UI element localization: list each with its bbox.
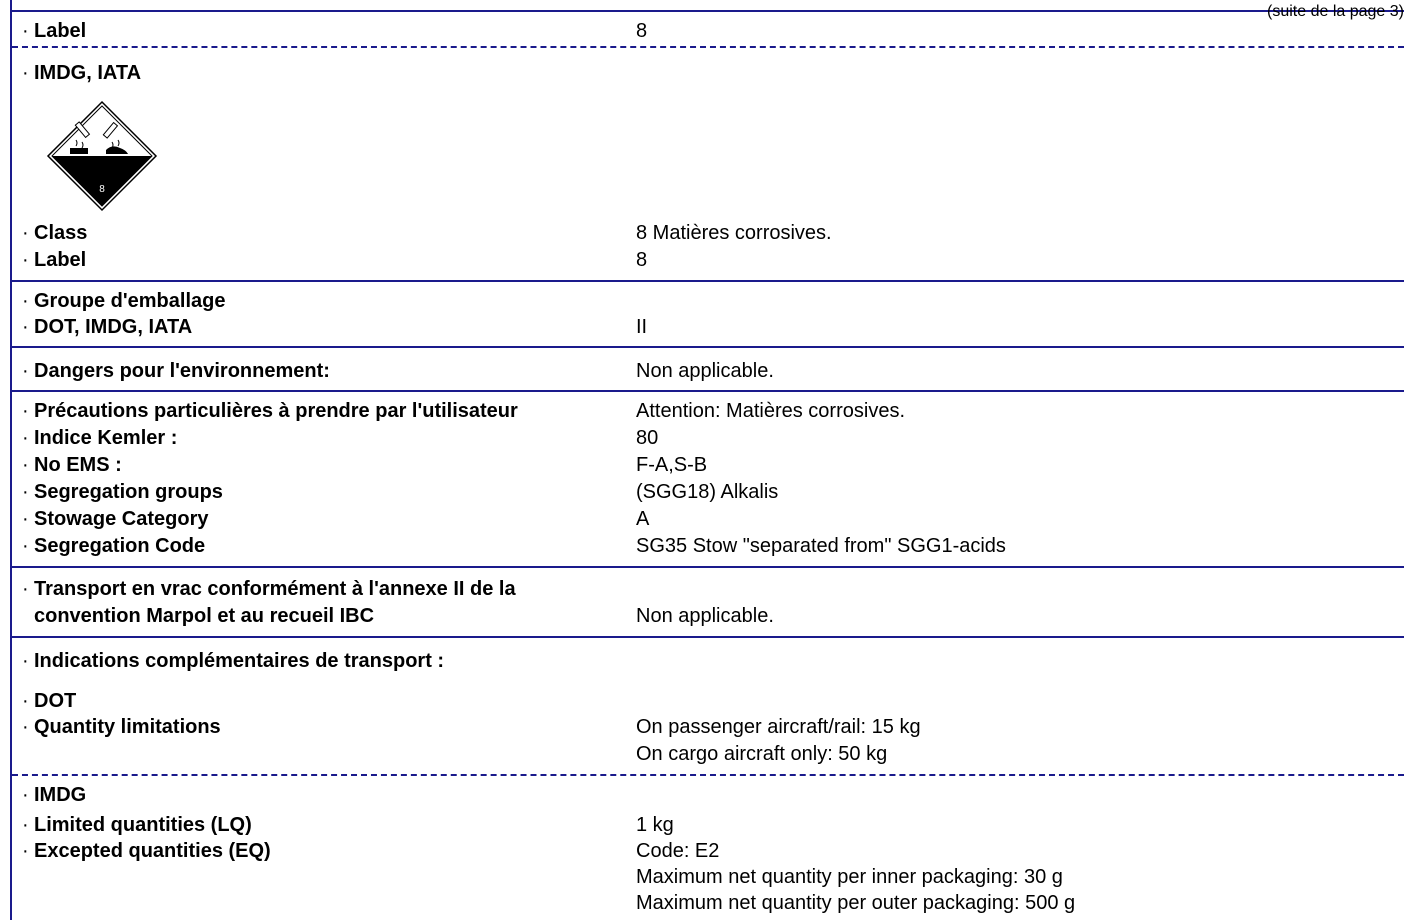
field-label-continued: convention Marpol et au recueil IBC — [34, 605, 375, 627]
field-label: · No EMS : — [34, 454, 122, 476]
field-value: (SGG18) Alkalis — [636, 481, 779, 503]
field-value: 8 — [636, 20, 648, 42]
corrosive-hazard-icon — [46, 100, 158, 212]
field-label: · Label — [34, 249, 86, 271]
field-label: · Transport en vrac conformément à l'annexe II de la — [34, 578, 516, 600]
field-value: F-A,S-B — [636, 454, 708, 476]
field-label: · Label — [34, 20, 86, 42]
field-value: Non applicable. — [636, 360, 774, 382]
field-value: Attention: Matières corrosives. — [636, 400, 905, 422]
section-divider — [12, 566, 1404, 568]
document-page — [10, 0, 1404, 920]
field-value: Maximum net quantity per inner packaging: 30 g — [636, 866, 1063, 888]
section-heading: · DOT — [34, 690, 76, 712]
field-value: On cargo aircraft only: 50 kg — [636, 743, 888, 765]
field-value: Maximum net quantity per outer packaging: 500 g — [636, 892, 1076, 914]
section-heading: · Indications complémentaires de transport : — [34, 650, 444, 672]
field-label: · Précautions particulières à prendre par l'utilisateur — [34, 400, 518, 422]
section-heading: · IMDG, IATA — [34, 62, 141, 84]
field-value: 80 — [636, 427, 659, 449]
section-divider — [12, 636, 1404, 638]
field-label: · Stowage Category — [34, 508, 208, 530]
field-label: · Quantity limitations — [34, 716, 221, 738]
field-label: · DOT, IMDG, IATA — [34, 316, 192, 338]
field-value: Code: E2 — [636, 840, 720, 862]
field-value: II — [636, 316, 648, 338]
field-value: SG35 Stow "separated from" SGG1-acids — [636, 535, 1006, 557]
continuation-note: (suite de la page 3) — [1267, 3, 1404, 20]
section-divider — [12, 280, 1404, 282]
field-label: · Class — [34, 222, 87, 244]
placard-class-number: 8 — [99, 184, 105, 195]
field-value: Non applicable. — [636, 605, 774, 627]
field-label: · Limited quantities (LQ) — [34, 814, 252, 836]
field-value: A — [636, 508, 650, 530]
dashed-divider — [12, 46, 1404, 48]
field-label: · Segregation groups — [34, 481, 223, 503]
top-border — [12, 3, 1404, 20]
section-divider — [12, 390, 1404, 392]
section-heading: · IMDG — [34, 784, 86, 806]
field-value: 8 — [636, 249, 648, 271]
field-label: · Dangers pour l'environnement: — [34, 360, 330, 382]
section-divider — [12, 346, 1404, 348]
field-value: On passenger aircraft/rail: 15 kg — [636, 716, 921, 738]
field-value: 8 Matières corrosives. — [636, 222, 832, 244]
field-value: 1 kg — [636, 814, 674, 836]
field-label: · Excepted quantities (EQ) — [34, 840, 271, 862]
field-label: · Segregation Code — [34, 535, 205, 557]
field-label: · Indice Kemler : — [34, 427, 177, 449]
dashed-divider — [12, 774, 1404, 776]
section-heading: · Groupe d'emballage — [34, 290, 225, 312]
